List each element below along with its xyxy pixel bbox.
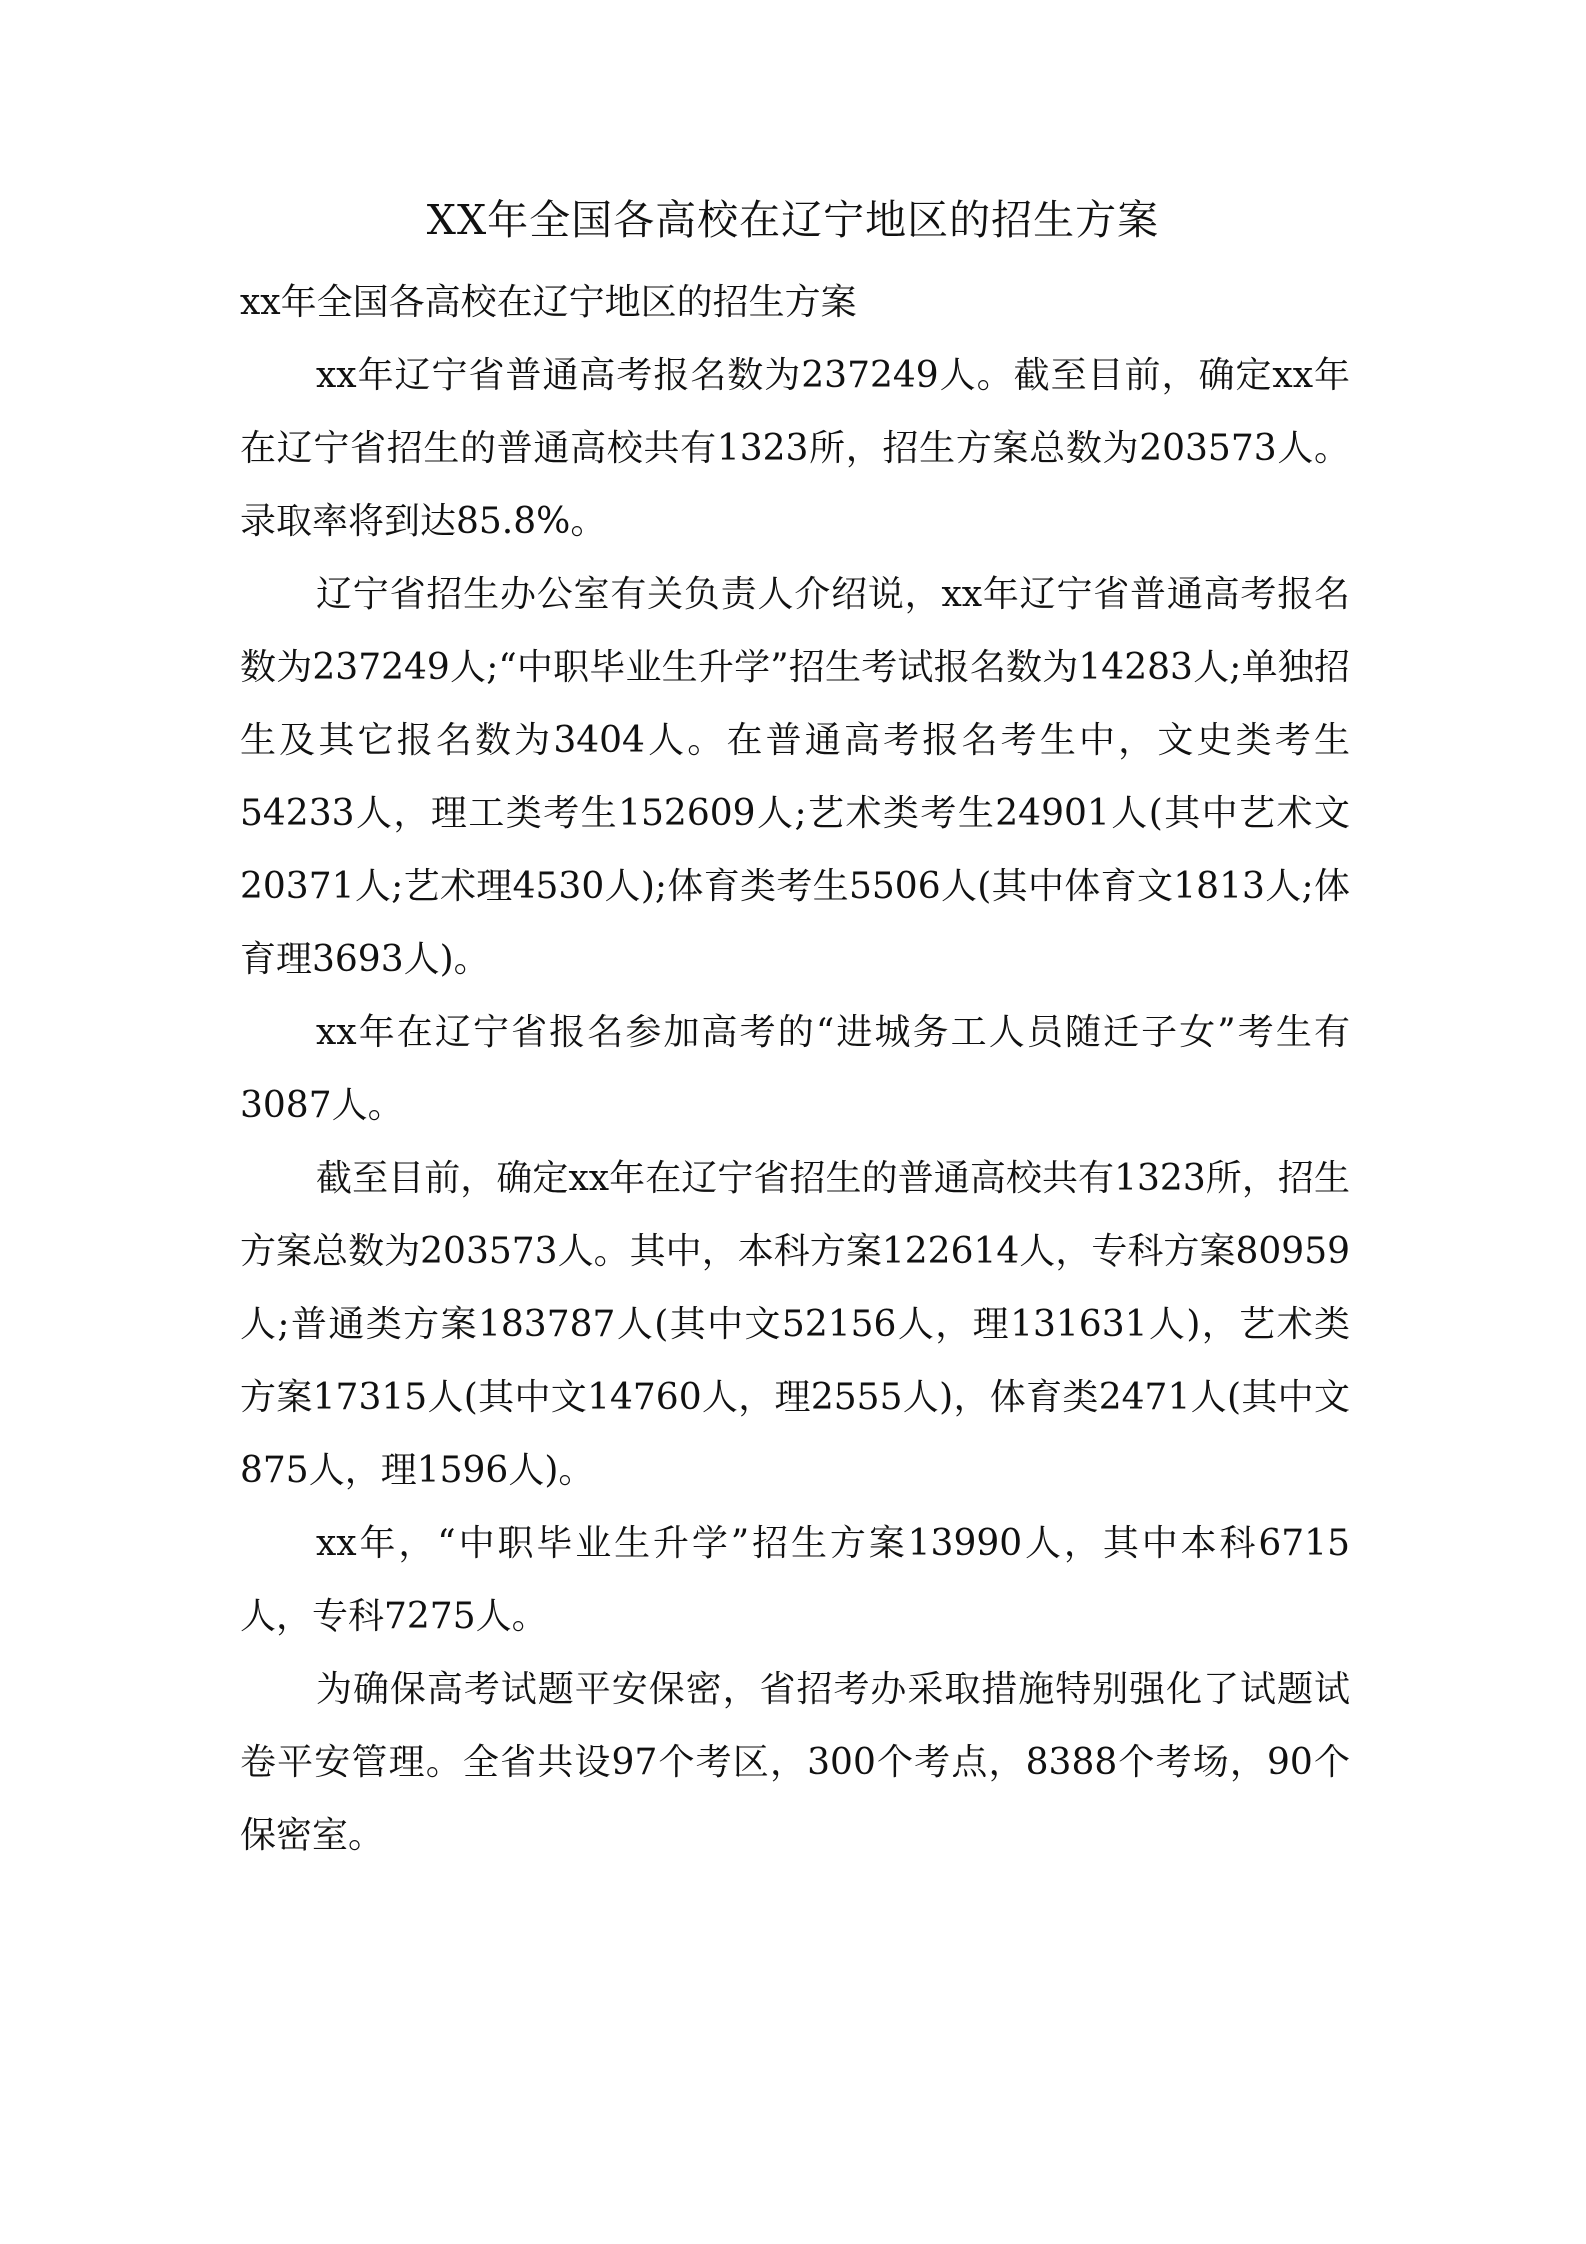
- paragraph-3: xx年在辽宁省报名参加高考的“进城务工人员随迁子女”考生有3087人。: [240, 1012, 1350, 1126]
- paragraph-2: 辽宁省招生办公室有关负责人介绍说，xx年辽宁省普通高考报名数为237249人;“中职毕业生升学”招生考试报名数为14283人;单独招生及其它报名数为3404人。在普通高考报名考生中，文史类考生54233人，理工类考生152609人;艺术类考生24901人(其中艺术文20371人;艺术理4530人);体育类考生5506人(其中体育文1813人;体育理3693人)。: [240, 574, 1350, 980]
- document-subtitle: xx年全国各高校在辽宁地区的招生方案: [240, 282, 857, 323]
- paragraph-1: xx年辽宁省普通高考报名数为237249人。截至目前，确定xx年在辽宁省招生的普通高校共有1323所，招生方案总数为203573人。录取率将到达85.8%。: [240, 355, 1350, 542]
- paragraph-6: 为确保高考试题平安保密，省招考办采取措施特别强化了试题试卷平安管理。全省共设97个考区，300个考点，8388个考场，90个保密室。: [240, 1669, 1350, 1856]
- document-title: XX年全国各高校在辽宁地区的招生方案: [426, 196, 1160, 244]
- paragraph-4: 截至目前，确定xx年在辽宁省招生的普通高校共有1323所，招生方案总数为203573人。其中，本科方案122614人，专科方案80959人;普通类方案183787人(其中文52156人，理131631人)，艺术类方案17315人(其中文14760人，理2555人)，体育类2471人(其中文875人，理1596人)。: [240, 1158, 1350, 1491]
- document-body: [240, 266, 1350, 1872]
- paragraph-5: xx年，“中职毕业生升学”招生方案13990人，其中本科6715人，专科7275人。: [240, 1523, 1350, 1637]
